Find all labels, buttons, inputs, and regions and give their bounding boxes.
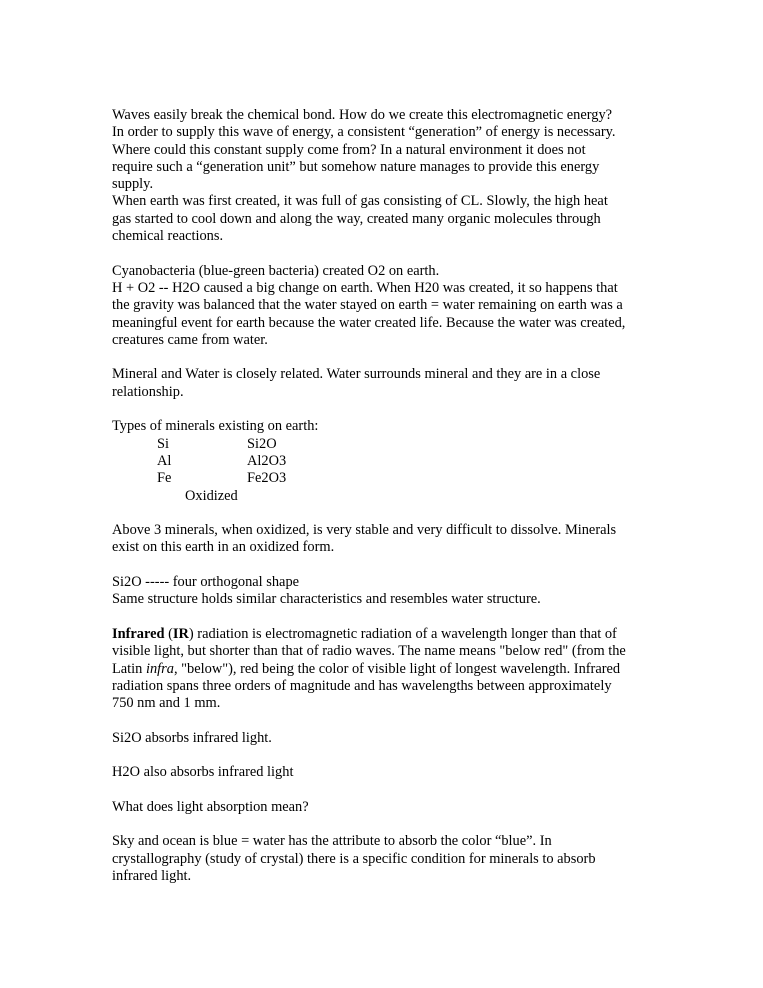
paragraph-si2o [112,574,652,609]
latin-term: infra [145,660,174,677]
minerals-heading: Types of minerals existing on earth: [112,418,319,435]
text-line: the gravity was balanced that the water stayed on earth = water remaining on earth was a [112,297,623,314]
question-line: What does light absorption mean? [112,798,309,815]
text-line: creatures came from water. [112,331,268,348]
paragraph-sky-ocean [112,833,652,885]
statement-h2o: H2O also absorbs infrared light [112,764,294,781]
paragraph-gap [112,401,652,418]
text-fragment: Latin [112,660,146,677]
oxidized-label: Oxidized [185,487,238,504]
paragraph-waves [112,107,652,245]
mineral-element: Al [157,452,172,469]
text-line: Si2O ----- four orthogonal shape [112,574,300,591]
text-line: require such a “generation unit” but somehow nature manages to provide this energy [112,158,600,175]
text-line: radiation spans three orders of magnitude and has wavelengths between approximately [112,677,612,694]
text-line: chemical reactions. [112,228,224,245]
text-line: 750 nm and 1 mm. [112,695,221,712]
paragraph-infrared [112,626,652,712]
statement-si2o: Si2O absorbs infrared light. [112,729,272,746]
document-page [112,107,652,885]
paragraph-oxidized [112,522,652,557]
text-line: exist on this earth in an oxidized form. [112,539,335,556]
text-line: H + O2 -- H2O caused a big change on earth. When H20 was created, it so happens that [112,279,618,296]
text-line: meaningful event for earth because the water created life. Because the water was created, [112,314,626,331]
paragraph-gap [112,349,652,366]
paragraph-gap [112,747,652,764]
paragraph-cyanobacteria [112,263,652,349]
mineral-oxide: Si2O [247,435,277,452]
paragraph-gap [112,557,652,574]
minerals-list [112,418,652,504]
text-line: When earth was first created, it was full of gas consisting of CL. Slowly, the high heat [112,193,608,210]
text-line: relationship. [112,383,184,400]
text-line [112,626,652,643]
paragraph-gap [112,782,652,799]
text-line [112,661,652,678]
mineral-oxide: Fe2O3 [247,470,287,487]
paragraph-mineral-water [112,366,652,401]
paragraph-gap [112,609,652,626]
mineral-element: Si [157,435,170,452]
text-line: Cyanobacteria (blue-green bacteria) created O2 on earth. [112,262,440,279]
text-line: infrared light. [112,868,192,885]
text-line: Mineral and Water is closely related. Water surrounds mineral and they are in a close [112,366,601,383]
text-line: Above 3 minerals, when oxidized, is very stable and very difficult to dissolve. Minerals [112,522,617,539]
paragraph-gap [112,712,652,729]
infrared-abbr: IR [172,625,189,642]
oxidized-line [112,488,652,505]
text-fragment: ) radiation is electromagnetic radiation of a wavelength longer than that of [188,625,617,642]
mineral-element: Fe [157,470,172,487]
mineral-row [112,470,652,487]
text-line: gas started to cool down and along the way, created many organic molecules through [112,210,601,227]
text-line: Same structure holds similar characteristics and resembles water structure. [112,591,541,608]
text-line: Sky and ocean is blue = water has the attribute to absorb the color “blue”. In [112,833,552,850]
text-line: visible light, but shorter than that of radio waves. The name means "below red" (from the [112,643,626,660]
text-line: Waves easily break the chemical bond. How do we create this electromagnetic energy? [112,107,613,123]
mineral-oxide: Al2O3 [247,452,287,469]
text-line: Where could this constant supply come from? In a natural environment it does not [112,141,586,158]
text-fragment: , "below"), red being the color of visible light of longest wavelength. Infrared [173,660,621,677]
paragraph-gap [112,816,652,833]
paragraph-gap [112,245,652,262]
text-line: supply. [112,176,154,193]
text-line: In order to supply this wave of energy, a consistent “generation” of energy is necessary. [112,124,616,141]
paragraph-gap [112,505,652,522]
text-fragment: ( [164,625,173,642]
mineral-row [112,453,652,470]
text-line: crystallography (study of crystal) there is a specific condition for minerals to absorb [112,850,596,867]
infrared-term: Infrared [112,625,165,642]
mineral-row [112,436,652,453]
